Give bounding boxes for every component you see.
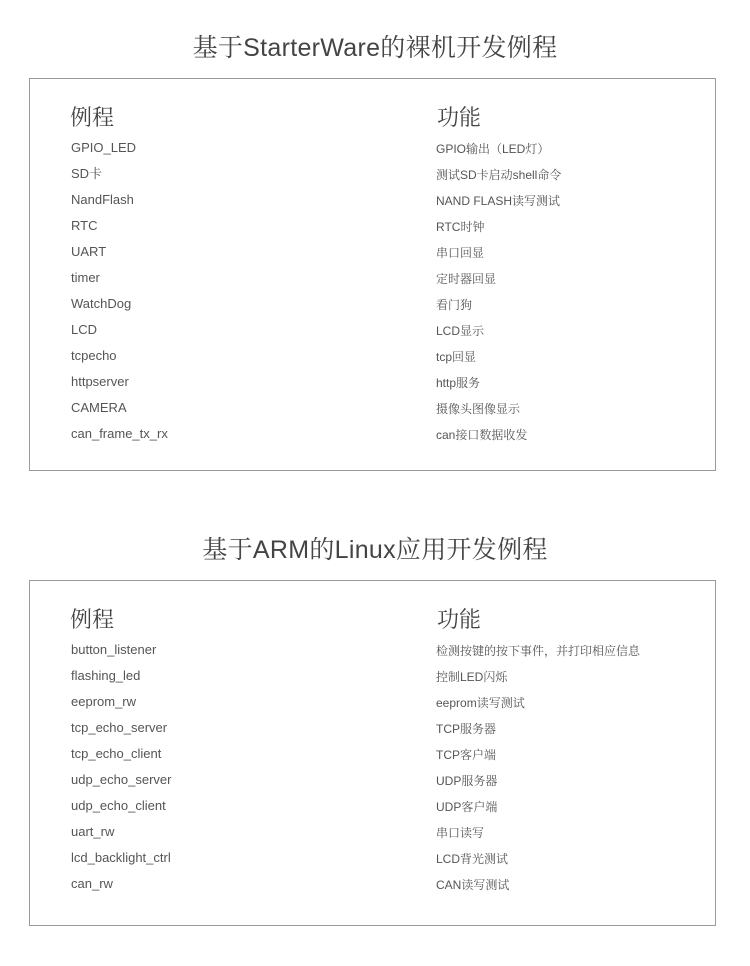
example-name: tcpecho	[71, 348, 117, 363]
examples-table-starterware	[29, 78, 716, 471]
example-function: 控制LED闪烁	[436, 670, 508, 684]
example-function: http服务	[436, 376, 481, 390]
example-function: 测试SD卡启动shell命令	[436, 168, 562, 182]
example-function: RTC时钟	[436, 220, 485, 234]
column-header-example: 例程	[70, 607, 115, 632]
example-function: tcp回显	[436, 350, 477, 364]
column-header-function: 功能	[437, 105, 482, 130]
example-function: TCP服务器	[436, 722, 497, 736]
example-function: UDP客户端	[436, 800, 498, 814]
example-name: SD卡	[71, 166, 103, 181]
example-name: udp_echo_client	[71, 798, 166, 813]
example-function: can接口数据收发	[436, 428, 528, 442]
example-function: UDP服务器	[436, 774, 498, 788]
example-function: eeprom读写测试	[436, 696, 525, 710]
example-name: UART	[71, 244, 107, 259]
section-title-arm-linux: 基于ARM的Linux应用开发例程	[202, 536, 548, 564]
section-title-starterware: 基于StarterWare的裸机开发例程	[192, 34, 558, 62]
example-name: lcd_backlight_ctrl	[71, 850, 171, 865]
example-function: 检测按键的按下事件，并打印相应信息	[436, 644, 641, 658]
example-name: WatchDog	[71, 296, 132, 311]
example-function: 串口读写	[436, 826, 485, 840]
example-function: GPIO输出（LED灯）	[436, 142, 550, 156]
example-name: uart_rw	[71, 824, 115, 839]
column-header-function: 功能	[437, 607, 482, 632]
example-name: LCD	[71, 322, 98, 337]
example-name: tcp_echo_server	[71, 720, 168, 735]
example-function: LCD显示	[436, 324, 485, 338]
example-function: 摄像头图像显示	[436, 402, 521, 416]
example-name: can_rw	[71, 876, 113, 891]
column-header-example: 例程	[70, 105, 115, 130]
examples-table-arm-linux	[29, 580, 716, 926]
example-function: LCD背光测试	[436, 852, 509, 866]
example-name: udp_echo_server	[71, 772, 172, 787]
example-function: 串口回显	[436, 246, 485, 260]
example-name: button_listener	[71, 642, 157, 657]
example-function: 看门狗	[436, 298, 473, 312]
example-name: httpserver	[71, 374, 129, 389]
example-name: can_frame_tx_rx	[71, 426, 168, 441]
example-name: RTC	[71, 218, 98, 233]
example-name: tcp_echo_client	[71, 746, 162, 761]
example-name: timer	[71, 270, 100, 285]
example-name: eeprom_rw	[71, 694, 137, 709]
example-name: GPIO_LED	[71, 140, 137, 155]
example-function: NAND FLASH读写测试	[436, 194, 561, 208]
example-function: TCP客户端	[436, 748, 497, 762]
example-name: flashing_led	[71, 668, 141, 683]
example-name: CAMERA	[71, 400, 127, 415]
example-function: CAN读写测试	[436, 878, 510, 892]
example-function: 定时器回显	[436, 272, 497, 286]
example-name: NandFlash	[71, 192, 134, 207]
